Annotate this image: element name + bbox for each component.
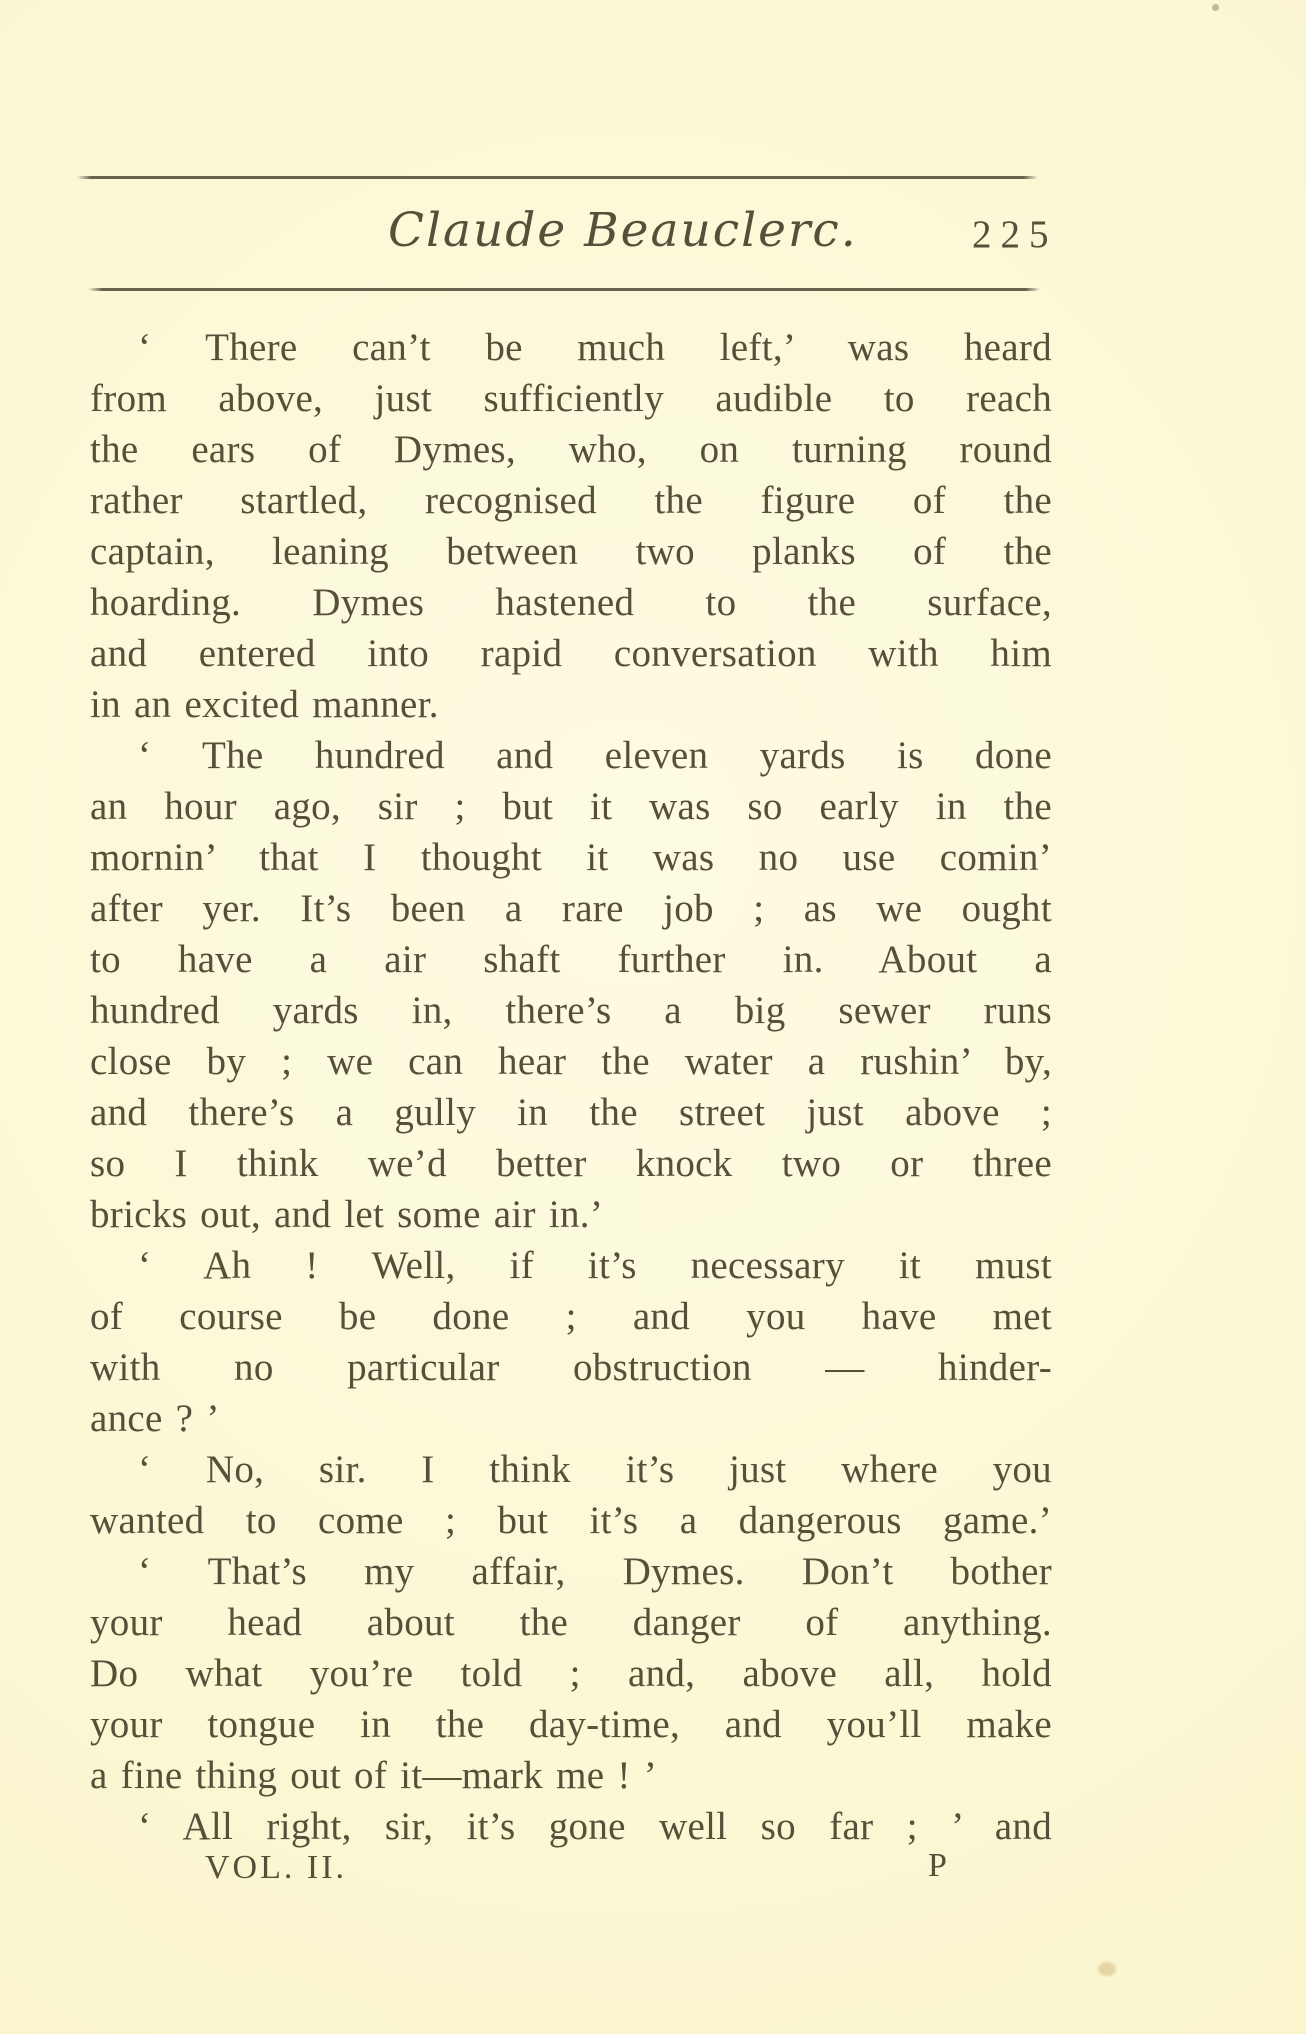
body-line: mornin’ that I thought it was no use comin’ [90, 836, 1052, 879]
body-line: in an excited manner. [90, 683, 439, 726]
body-line: bricks out, and let some air in.’ [90, 1193, 604, 1236]
body-line: ‘ There can’t be much left,’ was heard [138, 326, 1052, 369]
body-line: ance ? ’ [90, 1397, 220, 1440]
body-line: the ears of Dymes, who, on turning round [90, 428, 1052, 471]
body-line: and entered into rapid conversation with him [90, 632, 1052, 675]
body-line: an hour ago, sir ; but it was so early in the [90, 785, 1052, 828]
header-rule-bottom [88, 288, 1040, 291]
body-line: and there’s a gully in the street just above ; [90, 1091, 1052, 1134]
body-line: ‘ That’s my affair, Dymes. Don’t bother [138, 1550, 1052, 1593]
body-line: from above, just sufficiently audible to reach [90, 377, 1052, 420]
body-line: close by ; we can hear the water a rushin’ by, [90, 1040, 1052, 1083]
body-line: your tongue in the day-time, and you’ll make [90, 1703, 1052, 1746]
paper-speck [1212, 4, 1219, 11]
page-number: 225 [972, 213, 1058, 256]
volume-label: VOL. II. [205, 1849, 348, 1886]
printer-signature: P [928, 1847, 947, 1884]
body-line: hundred yards in, there’s a big sewer runs [90, 989, 1052, 1032]
body-line: ‘ All right, sir, it’s gone well so far ; ’ and [138, 1805, 1052, 1848]
body-line: a fine thing out of it—mark me ! ’ [90, 1754, 658, 1797]
body-line: Do what you’re told ; and, above all, hold [90, 1652, 1052, 1695]
body-line: to have a air shaft further in. About a [90, 938, 1052, 981]
body-line: your head about the danger of anything. [90, 1601, 1052, 1644]
body-line: after yer. It’s been a rare job ; as we ought [90, 887, 1052, 930]
body-line: ‘ The hundred and eleven yards is done [138, 734, 1052, 777]
body-line: captain, leaning between two planks of the [90, 530, 1052, 573]
body-text [90, 322, 1052, 1852]
body-line: with no particular obstruction — hinder- [90, 1346, 1052, 1389]
header-rule-top [77, 176, 1038, 179]
body-line: so I think we’d better knock two or three [90, 1142, 1052, 1185]
body-line: wanted to come ; but it’s a dangerous game.’ [90, 1499, 1052, 1542]
body-line: ‘ No, sir. I think it’s just where you [138, 1448, 1052, 1491]
body-line: rather startled, recognised the figure of the [90, 479, 1052, 522]
body-line: of course be done ; and you have met [90, 1295, 1052, 1338]
body-line: ‘ Ah ! Well, if it’s necessary it must [138, 1244, 1052, 1287]
paper-stain [1098, 1962, 1116, 1976]
body-line: hoarding. Dymes hastened to the surface, [90, 581, 1052, 624]
running-title: Claude Beauclerc. [388, 203, 858, 258]
